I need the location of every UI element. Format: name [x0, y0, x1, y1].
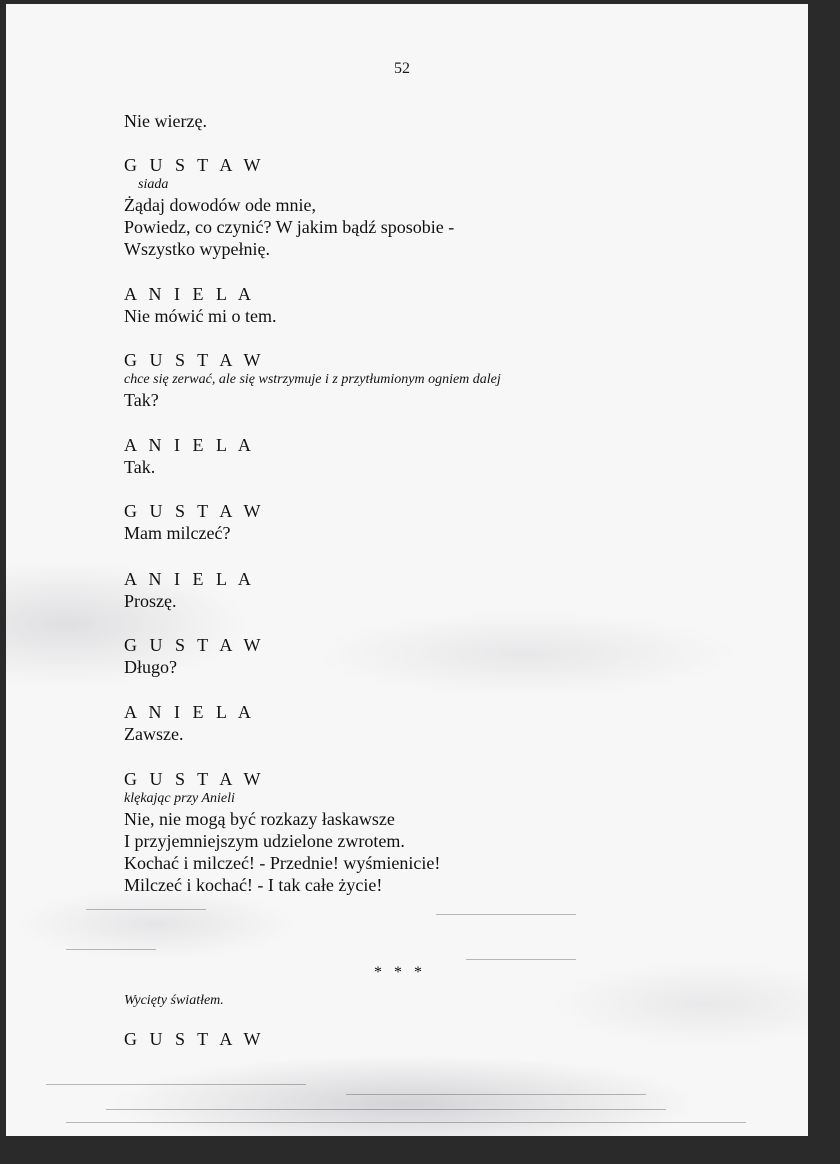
scan-noise: [436, 914, 576, 915]
dialogue-line: Kochać i milczeć! - Przednie! wyśmienicie!: [124, 853, 441, 873]
dialogue-line: Powiedz, co czynić? W jakim bądź sposobie -: [124, 217, 455, 237]
dialogue-block-8: [124, 634, 265, 678]
dialogue-line: I przyjemniejszym udzielone zwrotem.: [124, 831, 405, 851]
stage-direction: siada: [138, 177, 169, 192]
stage-direction: chce się zerwać, ale się wstrzymuje i z przytłumionym ogniem dalej: [124, 372, 501, 387]
scan-noise: [466, 959, 576, 960]
dialogue-block-9: [124, 701, 255, 745]
dialogue-line: Zawsze.: [124, 724, 184, 744]
speaker-name-aniela: A N I E L A: [124, 284, 255, 304]
dialogue-line: Mam milczeć?: [124, 523, 231, 543]
speaker-name-gustaw: G U S T A W: [124, 1029, 265, 1049]
stage-direction: Wycięty światłem.: [124, 993, 224, 1008]
dialogue-line: Nie wierzę.: [124, 111, 207, 131]
dialogue-block-12: [124, 1028, 265, 1050]
speaker-name-aniela: A N I E L A: [124, 569, 255, 589]
scan-noise: [86, 909, 206, 910]
dialogue-line: Długo?: [124, 657, 177, 677]
speaker-name-gustaw: G U S T A W: [124, 501, 265, 521]
speaker-name-gustaw: G U S T A W: [124, 155, 265, 175]
dialogue-block-7: [124, 568, 255, 612]
scan-noise: [66, 949, 156, 950]
dialogue-line: Proszę.: [124, 591, 177, 611]
dialogue-line: Tak?: [124, 390, 159, 410]
dialogue-line: Wszystko wypełnię.: [124, 239, 270, 259]
dialogue-block-10: [124, 768, 440, 896]
scan-noise: [66, 1122, 746, 1123]
dialogue-line: Żądaj dowodów ode mnie,: [124, 195, 316, 215]
page-number: 52: [394, 60, 410, 77]
dialogue-block-3: [124, 283, 276, 327]
speaker-name-gustaw: G U S T A W: [124, 635, 265, 655]
speaker-name-aniela: A N I E L A: [124, 702, 255, 722]
speaker-name-aniela: A N I E L A: [124, 435, 255, 455]
dialogue-line: Milczeć i kochać! - I tak całe życie!: [124, 875, 383, 895]
speaker-name-gustaw: G U S T A W: [124, 769, 265, 789]
scan-noise: [46, 1084, 306, 1085]
dialogue-block-5: [124, 434, 255, 478]
dialogue-block-4: [124, 349, 501, 411]
document-page: [6, 4, 808, 1136]
dialogue-line: Nie, nie mogą być rozkazy łaskawsze: [124, 809, 395, 829]
dialogue-block-1: [124, 110, 207, 132]
dialogue-block-2: [124, 154, 454, 260]
scene-break: * * *: [374, 964, 426, 981]
dialogue-line: Tak.: [124, 457, 156, 477]
speaker-name-gustaw: G U S T A W: [124, 350, 265, 370]
dialogue-block-6: [124, 500, 265, 544]
scan-noise: [346, 1094, 646, 1095]
dialogue-line: Nie mówić mi o tem.: [124, 306, 277, 326]
dialogue-block-11: [124, 992, 224, 1010]
stage-direction: klękając przy Anieli: [124, 791, 235, 806]
scan-noise: [106, 1109, 666, 1110]
